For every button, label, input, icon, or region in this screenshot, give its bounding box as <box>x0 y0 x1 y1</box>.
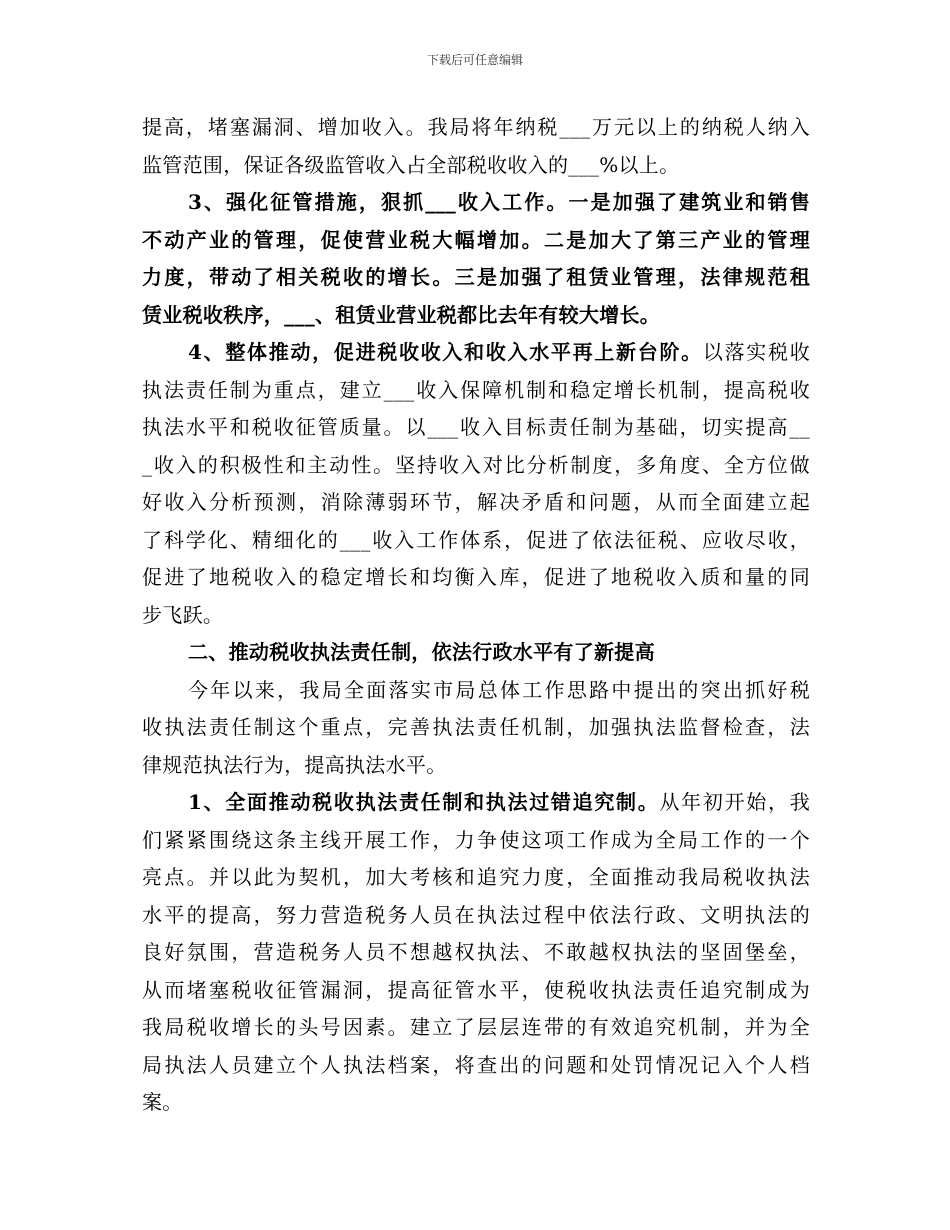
text-line <box>142 784 810 822</box>
text-line: 执法责任制为重点，建立___收入保障机制和稳定增长机制，提高税收 <box>142 377 810 402</box>
text-line: 律规范执法行为，提高执法水平。 <box>142 752 447 777</box>
text-line: 们紧紧围绕这条主线开展工作，力争使这项工作成为全局工作的一个 <box>142 827 810 852</box>
text-line: 水平的提高，努力营造税务人员在执法过程中依法行政、文明执法的 <box>142 902 810 927</box>
document-body <box>142 109 810 1122</box>
page-header: 下载后可任意编辑 <box>426 53 523 67</box>
text-line: 良好氛围，营造税务人员不想越权执法、不敢越权执法的坚固堡垒， <box>142 940 810 964</box>
bold-heading-span: 4、整体推动，促进税收收入和收入水平再上新台阶。 <box>188 340 703 364</box>
text-line: 二、推动税收执法责任制，依法行政水平有了新提高 <box>188 640 655 664</box>
text-line: _收入的积极性和主动性。坚持收入对比分析制度，多角度、全方位做 <box>142 452 810 477</box>
text-line <box>142 334 810 372</box>
text-line: 监管范围，保证各级监管收入占全部税收收入的___%以上。 <box>142 152 680 177</box>
text-line: 3、强化征管措施，狠抓___收入工作。一是加强了建筑业和销售 <box>188 190 810 214</box>
text-line: 了科学化、精细化的___收入工作体系，促进了依法征税、应收尽收， <box>142 527 810 552</box>
text-line: 亮点。并以此为契机，加大考核和追究力度，全面推动我局税收执法 <box>142 865 810 889</box>
text-line: 收执法责任制这个重点，完善执法责任机制，加强执法监督检查，法 <box>142 715 810 739</box>
text-line: 我局税收增长的头号因素。建立了层层连带的有效追究机制，并为全 <box>142 1015 810 1039</box>
text-line: 局执法人员建立个人执法档案，将查出的问题和处罚情况记入个人档 <box>142 1052 810 1077</box>
text-line: 执法水平和税收征管质量。以___收入目标责任制为基础，切实提高__ <box>142 415 810 439</box>
text-line: 好收入分析预测，消除薄弱环节，解决矛盾和问题，从而全面建立起 <box>142 490 810 514</box>
body-text-span: 从年初开始，我 <box>659 790 810 814</box>
text-line: 赁业税收秩序，___、租赁业营业税都比去年有较大增长。 <box>142 302 661 327</box>
text-line: 步飞跃。 <box>142 602 224 627</box>
text-line: 提高，堵塞漏洞、增加收入。我局将年纳税___万元以上的纳税人纳入 <box>142 115 810 139</box>
text-line: 不动产业的管理，促使营业税大幅增加。二是加大了第三产业的管理 <box>142 227 810 252</box>
body-text-span: 以落实税收 <box>702 340 810 364</box>
text-line: 力度，带动了相关税收的增长。三是加强了租赁业管理，法律规范租 <box>142 265 810 289</box>
text-line: 促进了地税收入的稳定增长和均衡入库，促进了地税收入质和量的同 <box>142 565 810 589</box>
text-line: 今年以来，我局全面落实市局总体工作思路中提出的突出抓好税 <box>188 677 810 702</box>
bold-heading-span: 1、全面推动税收执法责任制和执法过错追究制。 <box>188 790 660 814</box>
text-line: 从而堵塞税收征管漏洞，提高征管水平，使税收执法责任追究制成为 <box>142 977 810 1002</box>
text-line: 案。 <box>142 1090 183 1114</box>
